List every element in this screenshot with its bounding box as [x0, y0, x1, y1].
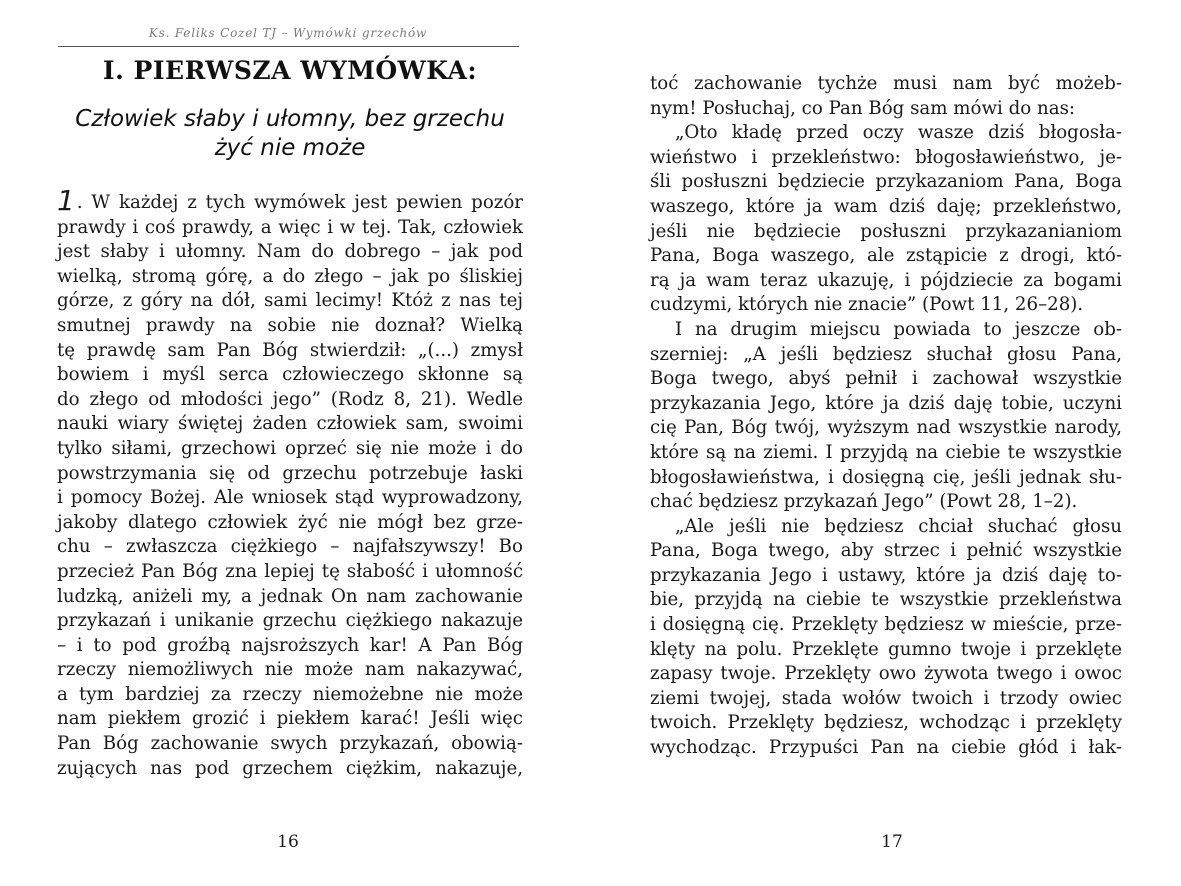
text-line: [57, 683, 523, 708]
text-line: [57, 560, 523, 585]
text-line-content: bowiem i myśl serca człowieczego skłonne są: [57, 364, 523, 386]
header-rule: [58, 46, 519, 47]
text-line-content: przykazania Jego i ustawy, które ja dziś daję to-: [650, 564, 1122, 586]
text-line-content: 1 . W każdej z tych wymówek jest pewien pozór: [57, 184, 523, 217]
text-line-content: nauki wiary świętej żaden człowiek sam, swoimi: [57, 413, 523, 435]
text-line: [650, 220, 1122, 245]
text-line-content: śli posłuszni będziecie przykazaniom Pana, Boga: [650, 171, 1122, 193]
text-line: [650, 343, 1122, 368]
text-line: [57, 363, 523, 388]
text-line: [57, 634, 523, 659]
text-line: [57, 412, 523, 437]
text-line: [650, 146, 1122, 171]
text-line-content: cię Pan, Bóg twój, wyższym nad wszystkie narody,: [650, 417, 1122, 439]
text-line-content: szerniej: „A jeśli będziesz słuchał głosu Pana,: [650, 343, 1122, 365]
chapter-subtitle-line: Człowiek słaby i ułomny, bez grzechu: [75, 106, 505, 132]
text-line-content: zujących nas pod grzechem ciężkim, nakazuje,: [57, 757, 523, 779]
text-line-content: toć zachowanie tychże musi nam być możeb-: [650, 73, 1122, 94]
text-line: [57, 757, 523, 782]
text-line-content: jakoby dlatego człowiek żyć nie mógł bez grze-: [57, 511, 523, 533]
text-line-content: i dosięgną cię. Przeklęty będziesz w mieście, prze-: [650, 614, 1122, 636]
text-line-content: waszego, które ja wam dziś daję; przekleństwo,: [650, 195, 1122, 217]
text-line-content: tę prawdę sam Pan Bóg stwierdził: „(...) zmysł: [57, 339, 523, 361]
text-line-content: przykazania Jego, które ja dziś daję tobie, uczyni: [650, 392, 1122, 414]
text-line: [650, 72, 1122, 97]
text-line: [57, 535, 523, 560]
text-line-content: Pana, Boga waszego, ale zstąpicie z drogi, któ-: [650, 245, 1122, 267]
text-line-content: Boga twego, abyś pełnił i zachował wszystkie: [650, 368, 1122, 390]
text-line-content: Pan Bóg zachowanie swych przykazań, obowią-: [57, 733, 523, 755]
chapter-title: I. PIERWSZA WYMÓWKA:: [102, 56, 478, 85]
text-line-content: nym! Posłuchaj, co Pan Bóg sam mówi do nas:: [650, 97, 1076, 119]
text-line-content: a tym bardziej za rzeczy niemożebne nie może: [57, 683, 523, 705]
text-line-content: do złego od młodości jego” (Rodz 8, 21). Wedle: [57, 388, 523, 410]
text-line: [650, 564, 1122, 589]
text-line: [650, 515, 1122, 540]
text-line-content: ziemi twojej, stada wołów twoich i trzody owiec: [650, 687, 1122, 709]
text-line: [57, 216, 523, 241]
text-line: [57, 339, 523, 364]
text-line-content: bie, przyjdą na ciebie te wszystkie przekleństwa: [650, 589, 1122, 611]
text-line-content: błogosławieństwa, i dosięgną cię, jeśli jednak słu-: [650, 466, 1122, 488]
text-line: [57, 388, 523, 413]
page-number-left: 16: [277, 832, 299, 852]
text-line-content: przecież Pan Bóg zna lepiej tę słabość i ułomność: [57, 560, 523, 582]
text-line: [650, 687, 1122, 712]
text-line: [650, 97, 1122, 122]
text-line-content: wielką, stromą górę, a do złego – jak po śliskiej: [57, 265, 523, 287]
text-line-content: „Ale jeśli nie będziesz chciał słuchać głosu: [675, 515, 1122, 537]
paragraph-number: 1: [57, 184, 75, 217]
text-line-content: chu – zwłaszcza ciężkiego – najfałszywszy! Bo: [57, 536, 523, 558]
right-body-text: [650, 72, 1122, 761]
text-line-content: Pana, Boga twego, aby strzec i pełnić wszystkie: [650, 540, 1122, 562]
text-line-content: ludzką, aniżeli my, a jednak On nam zachowanie: [57, 585, 523, 607]
text-line: [650, 736, 1122, 761]
text-line-content: I na drugim miejscu powiada to jeszcze ob-: [675, 318, 1122, 340]
text-line: [57, 437, 523, 462]
text-line-content: wychodząc. Przypuści Pan na ciebie głód i łak-: [650, 737, 1122, 759]
text-line-content: twoich. Przeklęty będziesz, wchodząc i przeklęty: [650, 712, 1122, 734]
text-line-content: nam piekłem grozić i piekłem karać! Jeśli więc: [57, 708, 523, 730]
text-line: [57, 658, 523, 683]
right-page: [650, 0, 1122, 886]
text-line-content: klęty na polu. Przeklęte gumno twoje i przeklęte: [650, 638, 1122, 660]
text-line: [650, 588, 1122, 613]
text-line: [650, 121, 1122, 146]
text-line: [650, 638, 1122, 663]
text-line: [650, 416, 1122, 441]
text-line: [57, 732, 523, 757]
text-line-content: które są na ziemi. I przyjdą na ciebie te wszystkie: [650, 441, 1122, 463]
text-line-content: przykazań i unikanie grzechu ciężkiego nakazuje: [57, 610, 523, 632]
text-line-content: rą ja wam teraz ukazuję, i pójdziecie za bogami: [650, 269, 1122, 291]
text-line: [57, 511, 523, 536]
left-page: [57, 0, 523, 886]
text-line-content: zapasy twoje. Przeklęty owo żywota twego i owoc: [650, 663, 1122, 685]
text-line-content: jeśli nie będziecie posłuszni przykazanianiom: [650, 220, 1122, 242]
running-head: Ks. Feliks Cozel TJ – Wymówki grzechów: [148, 26, 428, 40]
text-line: [650, 613, 1122, 638]
text-line: [57, 240, 523, 265]
text-line: [650, 539, 1122, 564]
text-line: [650, 662, 1122, 687]
text-line-content: cudzymi, których nie znacie” (Powt 11, 26–28).: [650, 294, 1084, 316]
text-line: [650, 293, 1122, 318]
text-line-content: „Oto kładę przed oczy wasze dziś błogosła-: [675, 122, 1122, 144]
text-line: [650, 195, 1122, 220]
text-line: [650, 711, 1122, 736]
text-line-content: wieństwo i przekleństwo: błogosławieństwo, je-: [650, 146, 1122, 168]
text-line: [650, 318, 1122, 343]
text-line: [57, 265, 523, 290]
chapter-subtitle-line: żyć nie może: [214, 135, 366, 161]
text-line: [650, 269, 1122, 294]
text-line-content: i pomocy Bożej. Ale wniosek stąd wyprowadzony,: [57, 487, 523, 509]
text-line: [650, 367, 1122, 392]
text-line-content: górze, z góry na dół, sami lecimy! Któż z nas tej: [57, 290, 523, 312]
text-line: [650, 441, 1122, 466]
text-line-content: chać będziesz przykazań Jego” (Powt 28, 1–2).: [650, 491, 1078, 513]
text-line: [650, 466, 1122, 491]
text-line: [650, 392, 1122, 417]
left-body-text: [57, 184, 523, 781]
text-line-content: jest słaby i ułomny. Nam do dobrego – jak pod: [57, 241, 523, 263]
text-line: [650, 170, 1122, 195]
text-line-content: rzeczy niemożliwych nie może nam nakazywać,: [57, 659, 523, 681]
text-line-content: tylko siłami, grzechowi oprzeć się nie może i do: [57, 437, 523, 459]
text-line: [650, 244, 1122, 269]
text-line-content: – i to pod groźbą najsroższych kar! A Pan Bóg: [57, 634, 523, 656]
chapter-subtitle: [57, 105, 523, 163]
text-line-content: powstrzymania się od grzechu potrzebuje łaski: [57, 462, 523, 484]
text-line: [57, 314, 523, 339]
text-line: [650, 490, 1122, 515]
text-line: [57, 585, 523, 610]
text-line: [57, 462, 523, 487]
page-number-right: 17: [881, 832, 903, 852]
text-line-content: prawdy i coś prawdy, a więc i w tej. Tak, człowiek: [57, 216, 523, 238]
text-line: [57, 707, 523, 732]
text-line: [57, 289, 523, 314]
text-line: [57, 184, 523, 217]
text-line-content: smutnej prawdy na sobie nie doznał? Wielką: [57, 314, 523, 336]
text-line: [57, 486, 523, 511]
text-line: [57, 609, 523, 634]
